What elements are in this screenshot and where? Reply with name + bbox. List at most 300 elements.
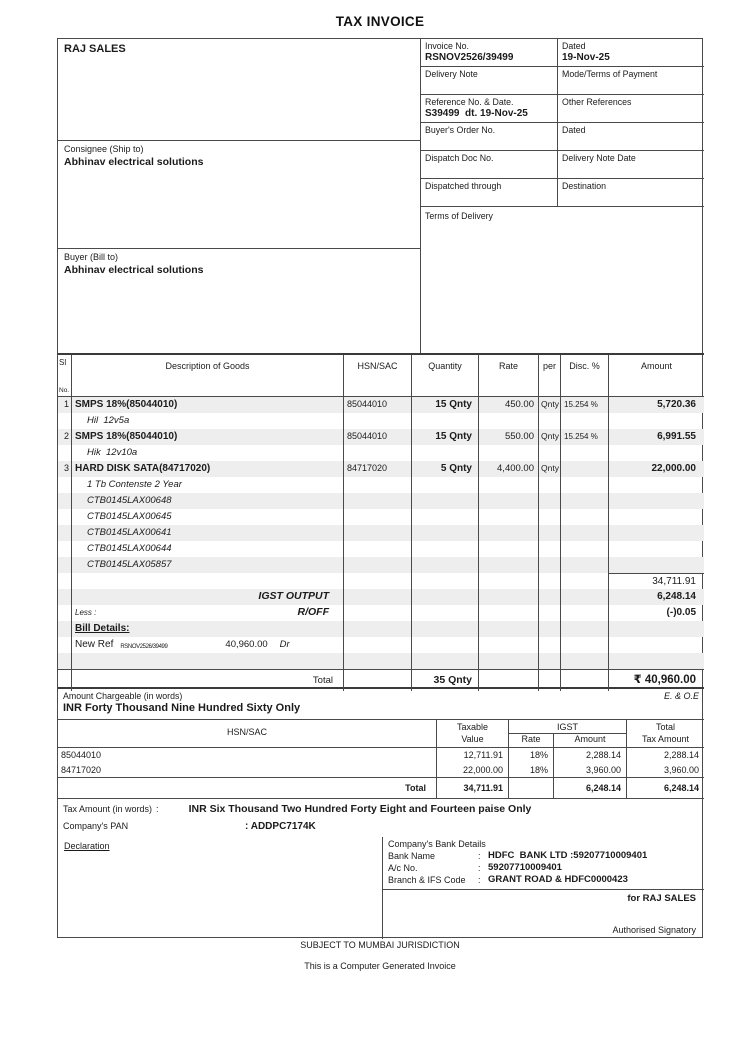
item-quantity — [411, 653, 478, 669]
item-amount: (-)0.05 — [608, 605, 704, 621]
item-disc — [560, 637, 608, 653]
item-rate — [478, 557, 538, 573]
details-value: RSNOV2526/39499 — [425, 52, 514, 63]
total-quantity: 35 Qnty — [411, 670, 478, 691]
bank-details-label: Company's Bank Details — [388, 839, 486, 849]
details-cell — [558, 95, 704, 122]
item-rate — [478, 445, 538, 461]
item-disc — [560, 493, 608, 509]
item-hsn — [343, 445, 411, 461]
details-label: Destination — [562, 181, 607, 191]
item-per — [538, 525, 560, 541]
item-disc — [560, 653, 608, 669]
item-amount — [608, 413, 704, 429]
item-line — [58, 493, 704, 509]
details-row — [421, 151, 704, 179]
hsn-row — [58, 763, 704, 778]
item-rate: 550.00 — [478, 429, 538, 445]
hsn-summary-table — [58, 719, 704, 799]
item-amount: 34,711.91 — [608, 573, 704, 589]
item-hsn — [343, 573, 411, 589]
hsn-total-tax: 3,960.00 — [626, 763, 704, 777]
item-rate: 450.00 — [478, 397, 538, 413]
item-quantity — [411, 413, 478, 429]
item-description-text — [75, 653, 343, 669]
igst-header: IGST — [508, 720, 626, 734]
item-rate — [478, 493, 538, 509]
item-amount — [608, 653, 704, 669]
item-description-text: CTB0145LAX00648 — [87, 495, 172, 506]
consignee-block — [58, 141, 420, 249]
item-sl — [58, 605, 71, 621]
item-hsn — [343, 589, 411, 605]
buyer-name: Abhinav electrical solutions — [64, 264, 204, 276]
item-sl — [58, 509, 71, 525]
details-grid — [421, 39, 704, 207]
item-line — [58, 605, 704, 621]
item-sl — [58, 637, 71, 653]
buyer-block — [58, 249, 420, 353]
item-description — [71, 413, 343, 429]
total-disc-cell — [560, 670, 608, 691]
item-description — [71, 605, 343, 621]
item-description-text: Bill Details: — [75, 623, 130, 634]
item-description — [71, 461, 343, 477]
igst-rate-header: Rate — [508, 734, 553, 748]
item-hsn — [343, 557, 411, 573]
parties-column — [58, 39, 421, 353]
taxable-header-2: Value — [436, 734, 508, 748]
tax-words-colon: : — [156, 804, 159, 814]
declaration-label: Declaration — [64, 841, 110, 851]
hsn-table-rows — [58, 748, 704, 778]
item-amount: 5,720.36 — [608, 397, 704, 413]
bank-row-colon: : — [478, 851, 481, 861]
item-per — [538, 493, 560, 509]
item-quantity — [411, 573, 478, 589]
item-description — [71, 477, 343, 493]
eoe-note: E. & O.E — [663, 691, 699, 701]
item-description-text: CTB0145LAX00644 — [87, 543, 172, 554]
item-sl — [58, 589, 71, 605]
signature-box — [383, 889, 704, 939]
bank-row — [388, 862, 699, 874]
item-sl — [58, 573, 71, 589]
item-per — [538, 541, 560, 557]
item-disc — [560, 525, 608, 541]
details-label: Other References — [562, 97, 632, 107]
amount-chargeable-label: Amount Chargeable (in words) — [63, 691, 183, 701]
details-cell — [558, 179, 704, 206]
item-amount — [608, 557, 704, 573]
item-rate — [478, 525, 538, 541]
consignee-name: Abhinav electrical solutions — [64, 156, 204, 168]
hsn-total-igst: 6,248.14 — [553, 778, 626, 799]
item-disc — [560, 589, 608, 605]
item-per — [538, 621, 560, 637]
item-sl — [58, 493, 71, 509]
item-disc — [560, 621, 608, 637]
hsn-total-tax-amount: 6,248.14 — [626, 778, 704, 799]
item-quantity — [411, 445, 478, 461]
item-description-text: IGST OUTPUT — [258, 590, 329, 602]
hsn-total-row — [58, 778, 704, 799]
details-label: Dispatched through — [425, 181, 502, 191]
item-amount — [608, 637, 704, 653]
bank-row — [388, 874, 699, 886]
signature-for-line: for RAJ SALES — [627, 893, 696, 904]
item-sl: 1 — [63, 399, 69, 409]
item-disc — [560, 541, 608, 557]
item-quantity — [411, 541, 478, 557]
item-amount: 6,991.55 — [608, 429, 704, 445]
item-description — [71, 541, 343, 557]
item-hsn — [343, 493, 411, 509]
item-sl — [58, 557, 71, 573]
hsn-header: HSN/SAC — [226, 727, 267, 737]
item-quantity: 5 Qnty — [411, 461, 478, 477]
details-cell — [421, 39, 558, 66]
item-per: Qnty — [538, 461, 560, 477]
item-rate — [478, 621, 538, 637]
details-cell — [558, 151, 704, 178]
ref-drcr: Dr — [279, 639, 290, 650]
item-line — [58, 429, 704, 445]
item-hsn — [343, 477, 411, 493]
item-description — [71, 445, 343, 461]
seller-name: RAJ SALES — [64, 43, 126, 55]
item-description — [71, 525, 343, 541]
item-description-text: HARD DISK SATA(84717020) — [75, 463, 211, 474]
hsn-taxable-value: 12,711.91 — [436, 748, 508, 763]
item-description — [71, 573, 343, 589]
details-value: S39499 dt. 19-Nov-25 — [425, 108, 528, 119]
item-quantity — [411, 637, 478, 653]
item-per: Qnty — [538, 429, 560, 445]
item-description-text: Hil 12v5a — [87, 415, 130, 426]
item-quantity — [411, 557, 478, 573]
pan-value: : ADDPC7174K — [245, 821, 316, 832]
details-cell — [421, 179, 558, 206]
invoice-details — [421, 39, 704, 353]
item-quantity — [411, 589, 478, 605]
item-rate: 4,400.00 — [478, 461, 538, 477]
item-quantity — [411, 525, 478, 541]
ref-label: New Ref — [75, 639, 114, 650]
item-amount — [608, 541, 704, 557]
header-sl-no — [58, 355, 71, 396]
item-description — [71, 397, 343, 413]
amount-in-words: INR Forty Thousand Nine Hundred Sixty Only — [63, 702, 301, 714]
item-sl — [58, 413, 71, 429]
items-total-row — [58, 669, 704, 691]
item-per — [538, 477, 560, 493]
details-label: Delivery Note Date — [562, 153, 636, 163]
item-description — [71, 557, 343, 573]
item-disc — [560, 509, 608, 525]
details-label: Buyer's Order No. — [425, 125, 496, 135]
hsn-igst-amount: 3,960.00 — [553, 763, 626, 777]
item-amount — [608, 621, 704, 637]
item-disc — [560, 573, 608, 589]
item-per — [538, 637, 560, 653]
item-description-text: SMPS 18%(85044010) — [75, 399, 178, 410]
item-rate — [478, 605, 538, 621]
item-disc — [560, 605, 608, 621]
details-row — [421, 67, 704, 95]
item-line — [58, 589, 704, 605]
item-per — [538, 445, 560, 461]
item-sl: 2 — [63, 431, 69, 441]
details-label: Reference No. & Date. — [425, 97, 514, 107]
total-hsn-cell — [343, 670, 411, 691]
item-description-text: CTB0145LAX05857 — [87, 559, 172, 570]
item-amount: 22,000.00 — [608, 461, 704, 477]
bank-row-label: Bank Name — [388, 851, 436, 861]
computer-generated-note: This is a Computer Generated Invoice — [304, 961, 456, 971]
item-description — [71, 509, 343, 525]
item-hsn: 84717020 — [343, 461, 411, 477]
item-quantity — [411, 509, 478, 525]
taxable-header-1: Taxable — [436, 720, 508, 734]
hsn-table-header — [58, 720, 704, 748]
item-quantity — [411, 621, 478, 637]
total-label-text: Total — [312, 675, 333, 686]
item-hsn — [343, 621, 411, 637]
bank-details-rows — [388, 850, 699, 886]
amount-chargeable-header — [63, 691, 699, 701]
item-disc: 15.254 % — [560, 397, 608, 413]
hsn-row — [58, 748, 704, 763]
item-description-text: 1 Tb Contenste 2 Year — [87, 479, 182, 490]
item-line — [58, 621, 704, 637]
terms-label: Terms of Delivery — [425, 211, 493, 221]
item-hsn — [343, 653, 411, 669]
item-description — [71, 589, 343, 605]
item-line — [58, 461, 704, 477]
header-no: No. — [59, 387, 70, 394]
item-description-text: Hik 12v10a — [87, 447, 138, 458]
igst-amount-header: Amount — [553, 734, 626, 748]
terms-of-delivery — [421, 207, 704, 225]
item-disc — [560, 461, 608, 477]
item-sl — [58, 541, 71, 557]
bank-row-colon: : — [478, 863, 481, 873]
item-amount — [608, 509, 704, 525]
item-quantity — [411, 493, 478, 509]
details-cell — [558, 39, 704, 66]
amount-chargeable — [58, 689, 704, 719]
hsn-total-label: Total — [405, 783, 426, 793]
bank-row-value: HDFC BANK LTD :59207710009401 — [488, 850, 648, 861]
bank-row-label: A/c No. — [388, 863, 418, 873]
item-per — [538, 589, 560, 605]
item-description-text: CTB0145LAX00641 — [87, 527, 172, 538]
item-rate — [478, 477, 538, 493]
total-tax-header-2: Tax Amount — [626, 734, 704, 748]
tax-amount-words — [58, 799, 704, 819]
details-cell — [558, 123, 704, 150]
total-per-cell — [538, 670, 560, 691]
item-description — [71, 493, 343, 509]
hsn-igst-rate: 18% — [508, 748, 553, 763]
item-line — [58, 397, 704, 413]
item-rate — [478, 573, 538, 589]
header-hsn: HSN/SAC — [343, 355, 411, 396]
bank-row — [388, 850, 699, 862]
item-line — [58, 637, 704, 653]
bank-row-value: 59207710009401 — [488, 862, 562, 873]
bank-row-label: Branch & IFS Code — [388, 875, 466, 885]
item-line — [58, 573, 704, 589]
header-disc: Disc. % — [560, 355, 608, 396]
authorised-signatory: Authorised Signatory — [612, 925, 696, 935]
details-cell — [421, 67, 558, 94]
details-label: Dated — [562, 125, 586, 135]
item-hsn — [343, 413, 411, 429]
item-rate — [478, 589, 538, 605]
item-description-text: CTB0145LAX00645 — [87, 511, 172, 522]
item-description-text: R/OFF — [297, 606, 329, 618]
buyer-label: Buyer (Bill to) — [64, 252, 119, 262]
item-line — [58, 509, 704, 525]
item-rate — [478, 637, 538, 653]
item-amount: 6,248.14 — [608, 589, 704, 605]
item-per — [538, 653, 560, 669]
details-label: Invoice No. — [425, 41, 470, 51]
seller-block — [58, 39, 420, 141]
tax-words-label: Tax Amount (in words) — [63, 804, 153, 814]
item-hsn — [343, 541, 411, 557]
details-label: Mode/Terms of Payment — [562, 69, 658, 79]
details-cell — [558, 67, 704, 94]
tax-words-value: INR Six Thousand Two Hundred Forty Eight and Fourteen paise Only — [188, 803, 532, 815]
total-tax-header-1: Total — [626, 720, 704, 734]
header-quantity: Quantity — [411, 355, 478, 396]
hsn-total-taxable: 34,711.91 — [436, 778, 508, 799]
item-hsn — [343, 637, 411, 653]
item-sl — [58, 445, 71, 461]
details-label: Dated — [562, 41, 586, 51]
total-amount: ₹ 40,960.00 — [608, 670, 704, 691]
header-sl: Sl — [59, 358, 67, 367]
declaration-block — [58, 837, 383, 939]
bank-row-value: GRANT ROAD & HDFC0000423 — [488, 874, 628, 885]
item-line — [58, 477, 704, 493]
item-quantity — [411, 477, 478, 493]
item-description — [71, 621, 343, 637]
details-row — [421, 95, 704, 123]
item-sl: 3 — [63, 463, 69, 473]
item-amount — [608, 477, 704, 493]
details-row — [421, 39, 704, 67]
header-rate: Rate — [478, 355, 538, 396]
item-per — [538, 605, 560, 621]
item-sl — [58, 653, 71, 669]
item-hsn — [343, 525, 411, 541]
company-pan-row — [58, 819, 704, 837]
item-description-text — [75, 573, 343, 589]
details-row — [421, 179, 704, 207]
item-rate — [478, 509, 538, 525]
details-cell — [421, 151, 558, 178]
hsn-total-rate — [508, 778, 553, 799]
item-line — [58, 653, 704, 669]
item-hsn: 85044010 — [343, 429, 411, 445]
item-description-text: SMPS 18%(85044010) — [75, 431, 178, 442]
item-description — [71, 653, 343, 669]
item-disc: 15.254 % — [560, 429, 608, 445]
details-label: Dispatch Doc No. — [425, 153, 494, 163]
jurisdiction-note: SUBJECT TO MUMBAI JURISDICTION — [300, 940, 460, 950]
item-quantity: 15 Qnty — [411, 429, 478, 445]
item-per — [538, 557, 560, 573]
details-value: 19-Nov-25 — [562, 52, 610, 63]
item-hsn: 85044010 — [343, 397, 411, 413]
item-per: Qnty — [538, 397, 560, 413]
item-sl — [58, 621, 71, 637]
item-hsn — [343, 509, 411, 525]
bottom-section — [58, 837, 704, 939]
details-row — [421, 123, 704, 151]
total-sl-cell — [58, 670, 71, 691]
item-description — [71, 429, 343, 445]
details-cell — [421, 123, 558, 150]
item-disc — [560, 445, 608, 461]
hsn-igst-amount: 2,288.14 — [553, 748, 626, 763]
hsn-igst-rate: 18% — [508, 763, 553, 777]
item-per — [538, 413, 560, 429]
item-description — [71, 637, 343, 653]
item-sl — [58, 477, 71, 493]
item-amount — [608, 493, 704, 509]
document-title: TAX INVOICE — [335, 14, 425, 29]
header-description: Description of Goods — [71, 355, 343, 396]
consignee-label: Consignee (Ship to) — [64, 144, 144, 154]
item-quantity: 15 Qnty — [411, 397, 478, 413]
item-rate — [478, 653, 538, 669]
hsn-code: 84717020 — [61, 765, 102, 775]
item-per — [538, 573, 560, 589]
item-amount — [608, 445, 704, 461]
details-cell — [421, 95, 558, 122]
details-label: Delivery Note — [425, 69, 478, 79]
item-hsn — [343, 605, 411, 621]
item-sl — [58, 525, 71, 541]
items-table — [58, 353, 704, 689]
pan-label: Company's PAN — [63, 821, 129, 831]
item-disc — [560, 413, 608, 429]
ref-number: RSNOV2526/39499 — [120, 644, 168, 650]
hsn-taxable-value: 22,000.00 — [436, 763, 508, 777]
bank-row-colon: : — [478, 875, 481, 885]
item-line — [58, 541, 704, 557]
item-line — [58, 557, 704, 573]
item-per — [538, 509, 560, 525]
ref-amount: 40,960.00 — [225, 639, 268, 650]
hsn-total-tax: 2,288.14 — [626, 748, 704, 763]
item-disc — [560, 477, 608, 493]
invoice-frame — [57, 38, 703, 938]
item-disc — [560, 557, 608, 573]
items-table-body — [58, 397, 704, 669]
total-label — [71, 670, 343, 691]
item-line — [58, 413, 704, 429]
total-rate-cell — [478, 670, 538, 691]
item-rate — [478, 541, 538, 557]
header-per: per — [538, 355, 560, 396]
item-quantity — [411, 605, 478, 621]
